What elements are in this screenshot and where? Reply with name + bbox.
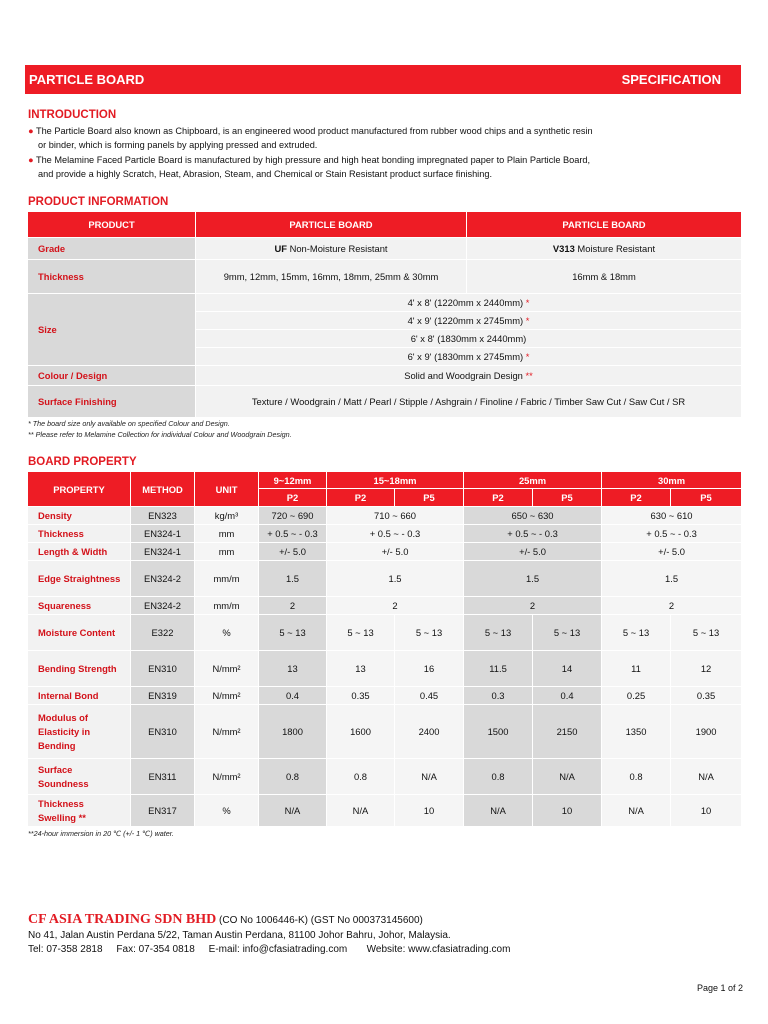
header-p5: P5 bbox=[395, 489, 464, 507]
table-cell: N/A bbox=[395, 759, 464, 795]
table-cell: 5 ~ 13 bbox=[395, 615, 464, 651]
table-cell: 12 bbox=[671, 651, 742, 687]
property-label: Length & Width bbox=[28, 543, 131, 561]
header-p5: P5 bbox=[671, 489, 742, 507]
colour-value: Solid and Woodgrain Design ** bbox=[196, 366, 742, 386]
size-value: 4' x 8' (1220mm x 2440mm) * bbox=[196, 294, 742, 312]
table-cell: N/A bbox=[602, 795, 671, 827]
table-cell: EN324-2 bbox=[131, 561, 195, 597]
header-p2: P2 bbox=[327, 489, 395, 507]
table-row bbox=[28, 561, 742, 597]
table-cell: EN310 bbox=[131, 651, 195, 687]
header-method: METHOD bbox=[131, 472, 195, 507]
table-cell: % bbox=[195, 615, 259, 651]
table-cell: mm bbox=[195, 543, 259, 561]
table-cell: 16 bbox=[395, 651, 464, 687]
table-cell: 0.8 bbox=[259, 759, 327, 795]
table-cell: 1.5 bbox=[602, 561, 742, 597]
property-label: Internal Bond bbox=[28, 687, 131, 705]
table-cell: 5 ~ 13 bbox=[533, 615, 602, 651]
table-cell: 1800 bbox=[259, 705, 327, 759]
header-property: PROPERTY bbox=[28, 472, 131, 507]
table-row bbox=[28, 386, 742, 418]
header-p5: P5 bbox=[533, 489, 602, 507]
immersion-footnote: **24-hour immersion in 20 ℃ (+/- 1 ℃) water. bbox=[28, 829, 174, 838]
table-cell: 10 bbox=[533, 795, 602, 827]
colour-label: Colour / Design bbox=[28, 366, 196, 386]
intro-paragraph-1: ● The Particle Board also known as Chipboard, is an engineered wood product manufactured from rubber wood chips and a synthetic resin or binder, which is forming panels by applying pressed and extruded. bbox=[28, 126, 593, 151]
table-cell: E322 bbox=[131, 615, 195, 651]
table-cell: +/- 5.0 bbox=[259, 543, 327, 561]
table-cell: 0.8 bbox=[464, 759, 533, 795]
table-cell: 0.45 bbox=[395, 687, 464, 705]
table-cell: 2 bbox=[602, 597, 742, 615]
header-unit: UNIT bbox=[195, 472, 259, 507]
table-cell: N/mm² bbox=[195, 759, 259, 795]
size-label: Size bbox=[28, 294, 196, 366]
table-cell: 0.35 bbox=[327, 687, 395, 705]
product-information-table bbox=[27, 211, 742, 418]
header-p2: P2 bbox=[259, 489, 327, 507]
table-row bbox=[28, 260, 742, 294]
board-property-heading: BOARD PROPERTY bbox=[28, 456, 137, 468]
table-cell: 0.4 bbox=[259, 687, 327, 705]
header-p2: P2 bbox=[464, 489, 533, 507]
table-cell: 5 ~ 13 bbox=[259, 615, 327, 651]
table-row bbox=[28, 687, 742, 705]
table-cell: EN317 bbox=[131, 795, 195, 827]
table-cell: 5 ~ 13 bbox=[464, 615, 533, 651]
size-value: 6' x 9' (1830mm x 2745mm) * bbox=[196, 348, 742, 366]
table-cell: 5 ~ 13 bbox=[602, 615, 671, 651]
table-cell: EN310 bbox=[131, 705, 195, 759]
banner-title: PARTICLE BOARD bbox=[29, 72, 145, 87]
table-cell: 1.5 bbox=[464, 561, 602, 597]
thickness-label: Thickness bbox=[28, 260, 196, 294]
bullet-icon: ● bbox=[28, 154, 34, 165]
table-cell: 2400 bbox=[395, 705, 464, 759]
table-row bbox=[28, 525, 742, 543]
table-cell: 630 ~ 610 bbox=[602, 507, 742, 525]
bullet-icon: ● bbox=[28, 126, 34, 136]
header-p2: P2 bbox=[602, 489, 671, 507]
table-cell: + 0.5 ~ - 0.3 bbox=[259, 525, 327, 543]
property-label: Thickness bbox=[28, 525, 131, 543]
property-label: Squareness bbox=[28, 597, 131, 615]
company-address: No 41, Jalan Austin Perdana 5/22, Taman Austin Perdana, 81100 Johor Bahru, Johor, Malaysia. bbox=[28, 930, 451, 941]
header-25mm: 25mm bbox=[464, 472, 602, 489]
table-cell: 710 ~ 660 bbox=[327, 507, 464, 525]
table-cell: mm/m bbox=[195, 561, 259, 597]
table-cell: 0.35 bbox=[671, 687, 742, 705]
property-label: Density bbox=[28, 507, 131, 525]
header-30mm: 30mm bbox=[602, 472, 742, 489]
table-cell: 720 ~ 690 bbox=[259, 507, 327, 525]
table-cell: N/A bbox=[533, 759, 602, 795]
intro-paragraph-2: ● The Melamine Faced Particle Board is manufactured by high pressure and high heat bonding impregnated paper to Plain Particle Board, and provide a highly Scratch, Heat, Abrasion, Steam, and Chemical or Stain Resistant product surface finishing. bbox=[28, 154, 591, 180]
header-9-12mm: 9~12mm bbox=[259, 472, 327, 489]
grade-value-2: V313 Moisture Resistant bbox=[467, 238, 742, 260]
table-header-row bbox=[28, 212, 742, 238]
table-row bbox=[28, 795, 742, 827]
table-cell: mm bbox=[195, 525, 259, 543]
header-15-18mm: 15~18mm bbox=[327, 472, 464, 489]
table-cell: N/A bbox=[259, 795, 327, 827]
page-number: Page 1 of 2 bbox=[696, 983, 743, 993]
property-label: Surface Soundness bbox=[28, 759, 131, 795]
table-row bbox=[28, 366, 742, 386]
table-cell: 2 bbox=[327, 597, 464, 615]
grade-label: Grade bbox=[28, 238, 196, 260]
header-particle-board-2: PARTICLE BOARD bbox=[467, 212, 742, 238]
colour-footnote: ** Please refer to Melamine Collection for individual Colour and Woodgrain Design. bbox=[28, 430, 292, 439]
company-registration: (CO No 1006446-K) (GST No 000373145600) bbox=[219, 915, 423, 926]
table-cell: 13 bbox=[327, 651, 395, 687]
banner-spec: SPECIFICATION bbox=[621, 72, 721, 87]
table-cell: 14 bbox=[533, 651, 602, 687]
table-row bbox=[28, 507, 742, 525]
table-row bbox=[28, 615, 742, 651]
table-cell: + 0.5 ~ - 0.3 bbox=[327, 525, 464, 543]
table-cell: 5 ~ 13 bbox=[327, 615, 395, 651]
table-cell: EN324-2 bbox=[131, 597, 195, 615]
table-cell: 0.8 bbox=[327, 759, 395, 795]
thickness-value-2: 16mm & 18mm bbox=[467, 260, 742, 294]
table-row bbox=[28, 294, 742, 312]
table-cell: EN324-1 bbox=[131, 525, 195, 543]
property-label: Thickness Swelling ** bbox=[28, 795, 131, 827]
surface-finishing-label: Surface Finishing bbox=[28, 386, 196, 418]
table-cell: 1.5 bbox=[327, 561, 464, 597]
table-cell: N/mm² bbox=[195, 651, 259, 687]
company-contact: Tel: 07-358 2818 Fax: 07-354 0818 E-mail: info@cfasiatrading.com Website: www.cfasiatrading.com bbox=[28, 944, 511, 955]
property-label: Modulus of Elasticity in Bending bbox=[28, 705, 131, 759]
table-cell: N/mm² bbox=[195, 705, 259, 759]
board-property-table bbox=[27, 471, 742, 827]
table-row bbox=[28, 759, 742, 795]
table-cell: N/A bbox=[464, 795, 533, 827]
table-cell: + 0.5 ~ - 0.3 bbox=[602, 525, 742, 543]
product-information-heading: PRODUCT INFORMATION bbox=[28, 196, 169, 208]
table-cell: 13 bbox=[259, 651, 327, 687]
table-cell: 10 bbox=[395, 795, 464, 827]
table-cell: % bbox=[195, 795, 259, 827]
table-cell: kg/m³ bbox=[195, 507, 259, 525]
property-label: Bending Strength bbox=[28, 651, 131, 687]
table-cell: 2 bbox=[259, 597, 327, 615]
table-row bbox=[28, 705, 742, 759]
table-cell: + 0.5 ~ - 0.3 bbox=[464, 525, 602, 543]
header-particle-board-1: PARTICLE BOARD bbox=[196, 212, 467, 238]
company-name: CF ASIA TRADING SDN BHD bbox=[28, 912, 217, 927]
size-footnote: * The board size only available on specified Colour and Design. bbox=[28, 419, 230, 428]
table-cell: 5 ~ 13 bbox=[671, 615, 742, 651]
company-line bbox=[28, 912, 423, 928]
table-cell: N/A bbox=[327, 795, 395, 827]
table-cell: EN323 bbox=[131, 507, 195, 525]
table-cell: 0.8 bbox=[602, 759, 671, 795]
table-cell: 0.25 bbox=[602, 687, 671, 705]
header-product: PRODUCT bbox=[28, 212, 196, 238]
table-header-row bbox=[28, 472, 742, 489]
grade-value-1: UF Non-Moisture Resistant bbox=[196, 238, 467, 260]
table-cell: 1600 bbox=[327, 705, 395, 759]
table-cell: mm/m bbox=[195, 597, 259, 615]
table-cell: +/- 5.0 bbox=[327, 543, 464, 561]
table-row bbox=[28, 543, 742, 561]
introduction-heading: INTRODUCTION bbox=[28, 109, 117, 121]
table-cell: 0.4 bbox=[533, 687, 602, 705]
table-cell: +/- 5.0 bbox=[464, 543, 602, 561]
table-cell: 1500 bbox=[464, 705, 533, 759]
table-cell: 2 bbox=[464, 597, 602, 615]
table-cell: 11 bbox=[602, 651, 671, 687]
table-cell: EN324-1 bbox=[131, 543, 195, 561]
table-cell: 1.5 bbox=[259, 561, 327, 597]
table-cell: 1350 bbox=[602, 705, 671, 759]
thickness-value-1: 9mm, 12mm, 15mm, 16mm, 18mm, 25mm & 30mm bbox=[196, 260, 467, 294]
table-cell: 2150 bbox=[533, 705, 602, 759]
table-cell: 0.3 bbox=[464, 687, 533, 705]
table-cell: 10 bbox=[671, 795, 742, 827]
table-cell: +/- 5.0 bbox=[602, 543, 742, 561]
table-row bbox=[28, 238, 742, 260]
title-banner bbox=[25, 65, 741, 94]
table-cell: 1900 bbox=[671, 705, 742, 759]
property-label: Edge Straightness bbox=[28, 561, 131, 597]
table-row bbox=[28, 651, 742, 687]
table-cell: N/mm² bbox=[195, 687, 259, 705]
size-value: 6' x 8' (1830mm x 2440mm) bbox=[196, 330, 742, 348]
table-cell: 650 ~ 630 bbox=[464, 507, 602, 525]
table-cell: 11.5 bbox=[464, 651, 533, 687]
table-cell: EN319 bbox=[131, 687, 195, 705]
table-row bbox=[28, 597, 742, 615]
table-cell: N/A bbox=[671, 759, 742, 795]
size-value: 4' x 9' (1220mm x 2745mm) * bbox=[196, 312, 742, 330]
table-cell: EN311 bbox=[131, 759, 195, 795]
surface-finishing-value: Texture / Woodgrain / Matt / Pearl / Stipple / Ashgrain / Finoline / Fabric / Timber Saw Cut / Saw Cut / SR bbox=[196, 386, 742, 418]
property-label: Moisture Content bbox=[28, 615, 131, 651]
introduction-text bbox=[28, 124, 740, 182]
